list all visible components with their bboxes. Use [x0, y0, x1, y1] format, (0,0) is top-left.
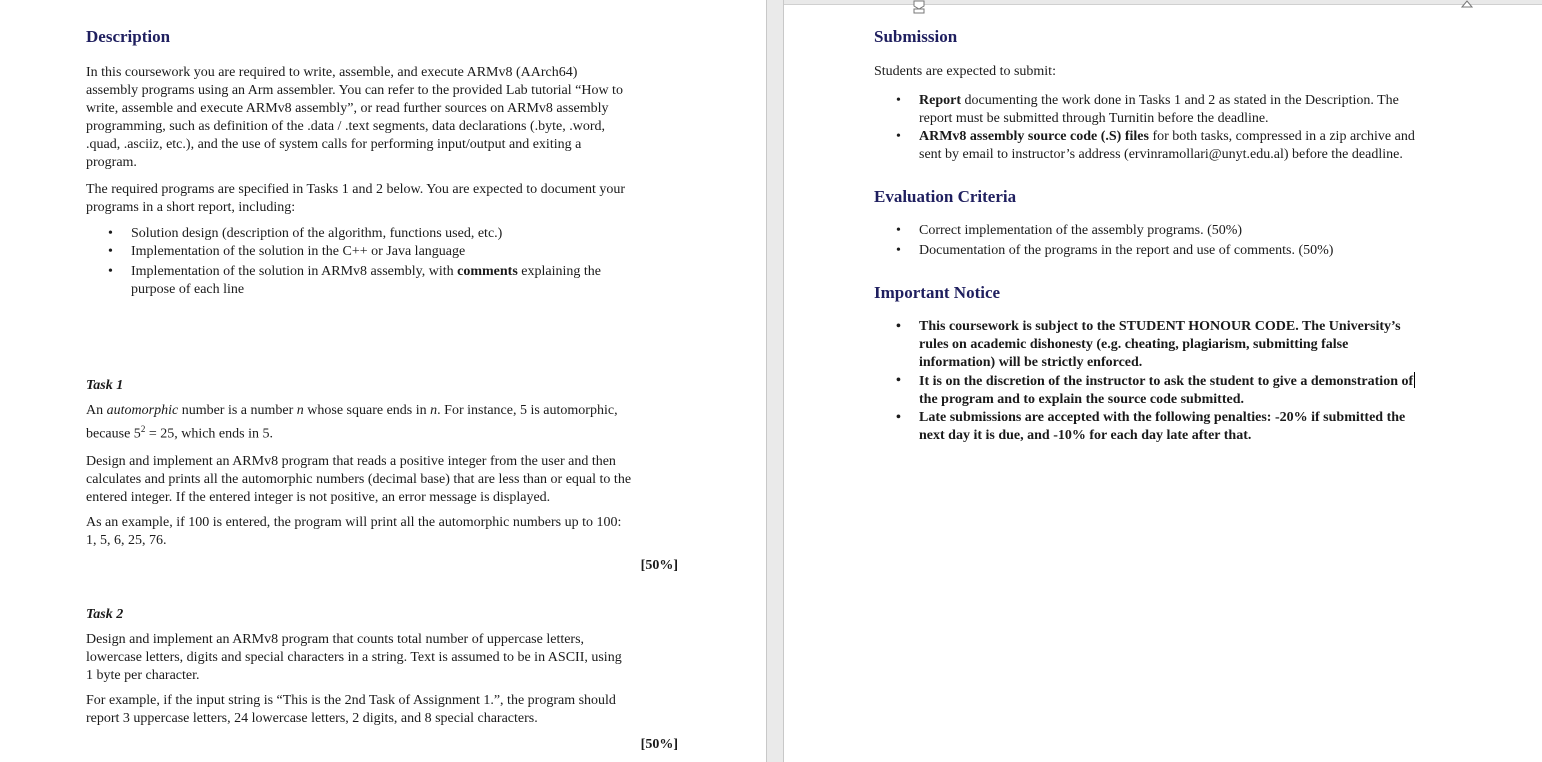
right-indent-marker-icon[interactable]: [1461, 0, 1471, 12]
list-item: • Implementation of the solution in the C++ or Java language: [108, 244, 466, 259]
list-item: • Solution design (description of the algorithm, functions used, etc.): [108, 226, 503, 241]
description-heading: Description: [86, 27, 171, 46]
list-item: • Implementation of the solution in ARMv8 assembly, with comments explaining the purpose of each line: [108, 264, 601, 297]
evaluation-list: [874, 222, 1474, 260]
task1-weight: [50%]: [640, 557, 678, 573]
evaluation-heading: Evaluation Criteria: [874, 187, 1017, 206]
list-item: • Late submissions are accepted with the following penalties: -20% if submitted the next day it is due, and -10% for each day late after that.: [896, 410, 1406, 443]
list-item: • It is on the discretion of the instructor to ask the student to give a demonstration of the program and to explain the source code submitted.: [896, 373, 1414, 407]
right-column: [874, 26, 1474, 445]
task1-title: Task 1: [86, 378, 124, 393]
submission-heading: Submission: [874, 27, 958, 46]
list-item: • Documentation of the programs in the report and use of comments. (50%): [896, 243, 1334, 258]
page-gutter: [766, 0, 784, 762]
description-paragraph-1: In this coursework you are required to write, assemble, and execute ARMv8 (AArch64) assembly programs using an Arm assembler. You can refer to the provided Lab tutorial “How to write, assemble and execute ARMv8 assembly”, or read further sources on ARMv8 assembly programming, such as definition of the .data / .text segments, data declarations (.byte, .word, .quad, .asciiz, etc.), and the use of system calls for performing input/output and exiting a program.: [86, 65, 623, 170]
description-paragraph-2: The required programs are specified in Tasks 1 and 2 below. You are expected to document your programs in a short report, including:: [86, 182, 626, 215]
task1-paragraph-3: As an example, if 100 is entered, the program will print all the automorphic numbers up to 100: 1, 5, 6, 25, 76.: [86, 514, 622, 548]
list-item: • ARMv8 assembly source code (.S) files for both tasks, compressed in a zip archive and sent by email to instructor’s address (ervinramollari@unyt.edu.al) before the deadline.: [896, 129, 1415, 162]
task2-title: Task 2: [86, 606, 124, 622]
list-item: • Correct implementation of the assembly programs. (50%): [896, 223, 1243, 238]
report-contents-list: [86, 225, 686, 299]
task2-paragraph-2: For example, if the input string is “This is the 2nd Task of Assignment 1.”, the program should report 3 uppercase letters, 24 lowercase letters, 2 digits, and 8 special characters.: [86, 692, 616, 726]
task1-paragraph-1: An automorphic number is a number n whose square ends in n. For instance, 5 is automorphic, because $5^2 = 25$, which ends in 5.: [86, 403, 618, 442]
submission-intro: Students are expected to submit:: [874, 64, 1056, 79]
task1-paragraph-2: Design and implement an ARMv8 program that reads a positive integer from the user and then calculates and prints all the automorphic numbers (decimal base) that are less than or equal to the entered integer. If the entered integer is not positive, an error message is displayed.: [86, 453, 632, 505]
notice-heading: Important Notice: [874, 283, 1001, 302]
list-item: • Report documenting the work done in Tasks 1 and 2 as stated in the Description. The report must be submitted through Turnitin before the deadline.: [896, 93, 1399, 126]
list-item: • This coursework is subject to the STUDENT HONOUR CODE. The University’s rules on academic dishonesty (e.g. cheating, plagiarism, submitting false information) will be strictly enforced.: [896, 319, 1401, 370]
indent-marker-icon[interactable]: [913, 0, 923, 12]
submission-list: [874, 92, 1474, 164]
ruler-strip: [784, 0, 1542, 5]
left-column: [86, 26, 686, 754]
text-cursor: [1414, 372, 1415, 388]
notice-list: [874, 318, 1474, 445]
task2-paragraph-1: Design and implement an ARMv8 program that counts total number of uppercase letters, lowercase letters, digits and special characters in a string. Text is assumed to be in ASCII, using 1 byte per character.: [86, 631, 622, 683]
task2-weight: [50%]: [640, 736, 678, 752]
